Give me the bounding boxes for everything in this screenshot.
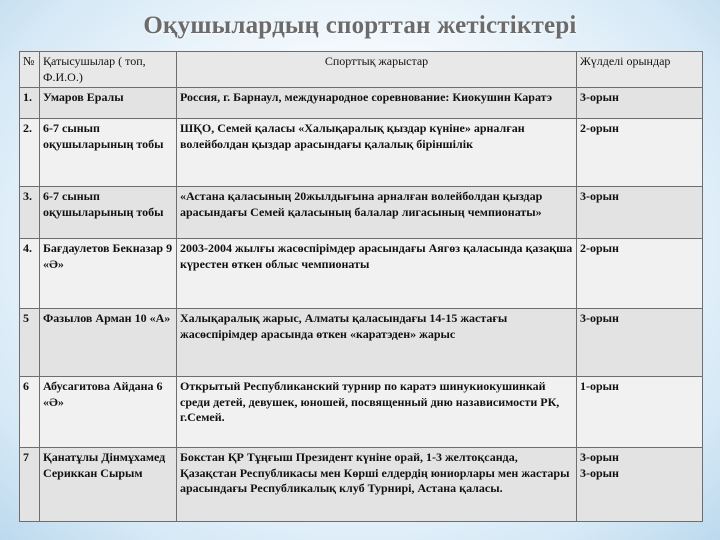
competition-description: «Астана қаласының 20жылдығына арналған волейболдан қыздар арасындағы Семей қаласының балалар лигасының чемпионаты» [177,187,577,239]
competition-description: Россия, г. Барнаул, международное соревнование: Киокушин Каратэ [177,88,577,119]
participant-name: Умаров Ералы [40,88,177,119]
table-row [20,119,703,187]
table-row [20,448,703,522]
table-row [20,187,703,239]
participant-name: Абусагитова Айдана 6 «Ә» [40,377,177,448]
place-value: 3-орын [580,450,619,464]
header-number: № [20,52,40,88]
place-cell [577,187,703,239]
participant-name: Фазылов Арман 10 «А» [40,309,177,377]
competition-description: ШҚО, Семей қаласы «Халықаралық қыздар күніне» арналған волейболдан қыздар арасындағы қалалық біріншілік [177,119,577,187]
achievements-table-container [19,51,702,522]
participant-name: Қанатұлы Дінмұхамед Сериккан Сырым [40,448,177,522]
place-cell [577,448,703,522]
achievements-table [19,51,703,522]
header-competitions: Спорттық жарыстар [177,52,577,88]
place-value: 3-орын [580,311,619,325]
header-participants: Қатысушылар ( топ, Ф.И.О.) [40,52,177,88]
place-value: 2-орын [580,121,619,135]
competition-description: Бокстан ҚР Тұңғыш Президент күніне орай, 1-3 желтоқсанда, Қазақстан Республикасы мен Көрші елдердің юниорлары мен жастары арасындағы Республикалық клуб Турнирі, Астана қаласы. [177,448,577,522]
place-value: 3-орын [580,189,619,203]
place-cell [577,377,703,448]
row-number: 7 [20,448,40,522]
table-row [20,309,703,377]
row-number: 2. [20,119,40,187]
competition-description: Открытый Республиканский турнир по каратэ шинукиокушинкай среди детей, девушек, юношей, посвященный дню назависимости РК, г.Семей. [177,377,577,448]
participant-name: 6-7 сынып оқушыларының тобы [40,187,177,239]
row-number: 5 [20,309,40,377]
table-row [20,239,703,309]
table-row [20,88,703,119]
place-cell [577,309,703,377]
place-value: 3-орын [580,465,619,480]
participant-name: Бағдаулетов Бекназар 9 «Ә» [40,239,177,309]
competition-description: 2003-2004 жылғы жасөспірімдер арасындағы Аягөз қаласында қазақша күрестен өткен облыс чемпионаты [177,239,577,309]
place-cell [577,119,703,187]
row-number: 6 [20,377,40,448]
place-value: 2-орын [580,241,619,255]
row-number: 1. [20,88,40,119]
place-value: 1-орын [580,379,619,393]
slide-title: Оқушылардың спорттан жетістіктері [143,12,577,39]
participant-name: 6-7 сынып оқушыларының тобы [40,119,177,187]
header-places: Жүлделі орындар [577,52,703,88]
row-number: 4. [20,239,40,309]
table-row [20,377,703,448]
table-header-row [20,52,703,88]
competition-description: Халықаралық жарыс, Алматы қаласындағы 14-15 жастағы жасөспірімдер арасында өткен «каратэден» жарыс [177,309,577,377]
row-number: 3. [20,187,40,239]
place-value: 3-орын [580,90,619,104]
place-cell [577,88,703,119]
place-cell [577,239,703,309]
